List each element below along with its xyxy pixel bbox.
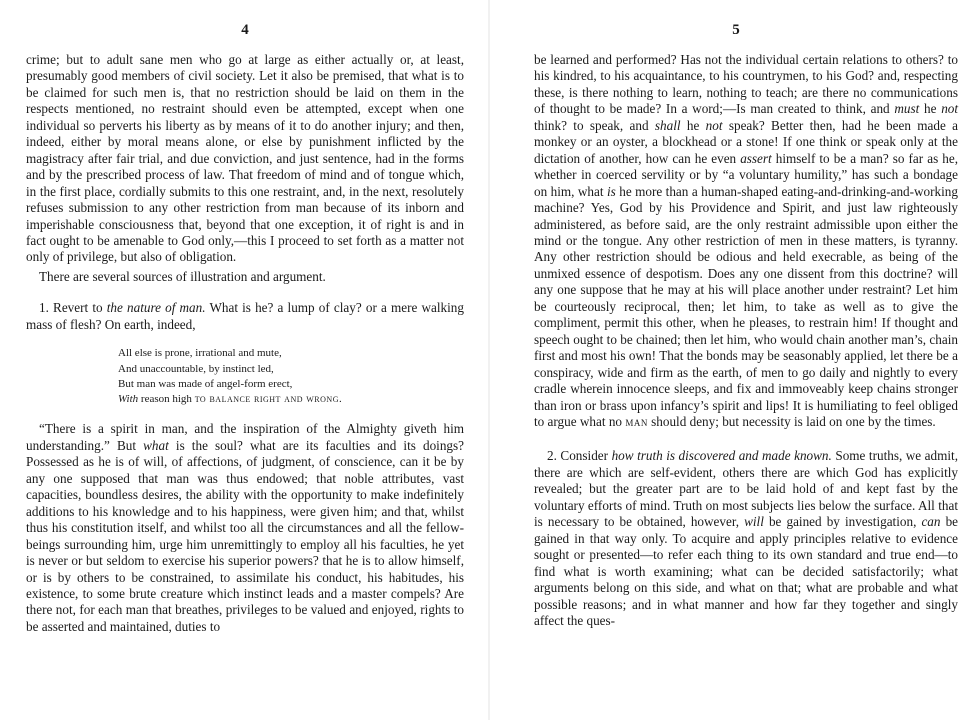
verse-line-4-text: reason high — [140, 393, 192, 406]
left-paragraph-3-b: is the soul? what are its faculties and its doings? Possessed as he is of will, of affections, of judgment, of conscience, can it be by any one supposed that man was thus endowed; that noble attributes, vast capacities, boundless desires, the ability with the opportunity to make indefinitely additions to his knowledge and to his happiness, were given him; and that, whilst thus his constitution itself, and whilst too all the circumstances and all the fellow-beings surrounding him, urge him unremittingly to employ all his faculties, he yet is never or but seldom to exercise his superior powers? that he is to allow himself, or is by others to be constrained, to assimilate his conduct, his habitudes, his existence, to some brute creature which instinct leads and a master compels? Are there not, for each man that breathes, privileges to be valued and enjoyed, rights to be asserted and maintained, duties to — [26, 437, 464, 634]
left-paragraph-3-what: what — [143, 437, 169, 453]
verse-quote — [118, 346, 464, 407]
left-paragraph-3 — [26, 421, 464, 635]
verse-line-1: All else is prone, irrational and mute, — [118, 347, 282, 360]
left-paragraph-1: crime; but to adult sane men who go at large as either actually or, at least, presumably good members of civil society. Let it also be premised, that what is to be claimed for such men is, that no restriction should be laid on them in the respects mentioned, no restraint should even be attempted, except when one individual so perverts his liberty as by means of it to do another injury; and then, indeed, either by moral means alone, or else by punishment inflicted by the magistracy after fair trial, and due conviction, and just sentence, had in the forms and by the prescribed process of law. That freedom of mind and of tongue which, in the first place, cordially submits to this one restraint, and, in the next, resolutely refuses submission to any other restriction from man because of its inborn and imperishable consciousness that, beyond that one exception, it of right is and in fact ought to be amenable to God only,—this I proceed to set forth as a matter not only of privilege, but also of obligation. — [26, 52, 464, 265]
verse-line-3: But man was made of angel-form erect, — [118, 377, 293, 390]
section-1-paragraph — [26, 300, 464, 333]
s2-will: will — [744, 514, 764, 530]
right-page — [490, 0, 980, 720]
rp1-d: he — [686, 117, 700, 133]
verse-line-4-caps: to balance right and wrong. — [194, 393, 343, 406]
rp1-c: think? to speak, and — [534, 117, 649, 133]
rp1-a: be learned and performed? Has not the individual certain relations to others? to his kindred, to his acquaintance, to his countrymen, to his God? and, respecting these, is there nothing to learn, nothing to teach; are there no communications of thought to be made? In a word;—Is man created to think, and — [534, 52, 958, 117]
rp1-g: he more than a human-shaped eating-and-drinking-and-working machine? Yes, God by his Providence and Spirit, and just law righteously administered, as before said, are the only restraint admissible upon either the mind or the tongue. Any other restriction of men in these matters, is tyranny. Any other restriction should be odious and held execrable, as being of the unmixed essence of despotism. Does any one dissent from this doctrine? will any one suppose that he may at his will place another under restraint? Let him be courteously reciprocal, then; let him, to take as well as to give the compliment, permit this other, when he pleases, to restrain him! If thought and speech ought to be chained; then let him, who would chain another man’s, chain first and most his own! That the bonds may be seasonably applied, let there be a conspiracy, wide and firm as the earth, of men to go daily and nightly to every cradle wherein innocence sleeps, and fix and immoveably keep chains stronger than iron or brass upon infancy’s spirit and lips! It is humiliating to feel obliged to argue what no — [534, 183, 958, 429]
rp1-not-2: not — [705, 117, 723, 133]
section-1-text: What is he? a lump of clay? or a mere walking mass of flesh? On earth, indeed, — [26, 300, 464, 332]
section-2-title: how truth is discovered and made known. — [611, 448, 832, 464]
s2-can: can — [921, 514, 941, 530]
rp1-e: speak? Better then, had he been made a monkey or an oyster, a blockhead or a stone! If one think or speak only at the dictation of another, how can he even — [534, 117, 959, 166]
rp1-f: himself to be a man? so far as he, whether in coerced servility or by “a voluntary humility,” has such a bondage on him, what — [534, 150, 959, 199]
rp1-is: is — [606, 183, 616, 199]
rp1-not-1: not — [941, 101, 959, 117]
rp1-b: he — [924, 101, 937, 117]
section-1-number: 1. Revert to — [39, 300, 103, 316]
verse-line-4 — [118, 392, 464, 407]
rp1-h: should deny; but necessity is laid on one by the times. — [651, 413, 936, 429]
rp1-assert: assert — [740, 150, 772, 166]
rp1-shall: shall — [654, 117, 681, 133]
right-paragraph-1 — [534, 52, 958, 430]
section-2-paragraph — [534, 448, 958, 629]
s2-b: be gained by investigation, — [768, 514, 917, 530]
s2-a: Some truths, we admit, there are which are self-evident, others there are which God has explicitly revealed; but the greater part are to be laid hold of and kept fast by the voluntary efforts of mind. Truth on most subjects lies below the surface. All that is necessary to be obtained, however, — [534, 448, 959, 530]
left-paragraph-2: There are several sources of illustration and argument. — [39, 268, 326, 284]
verse-line-2: And unaccountable, by instinct led, — [118, 362, 274, 375]
section-2-number: 2. Consider — [547, 448, 609, 464]
section-1-title: the nature of man. — [106, 300, 206, 316]
s2-c: be gained in that way only. To acquire and apply principles relative to evidence sought or presented—to refer each thing to its own standard and true end—to find what is worth examining; what can be decided satisfactorily; what arguments belong on this side, and what on that; what are probable and what possible reasons; and in what manner and how far they together and singly affect the ques- — [534, 514, 959, 628]
page-number-right: 5 — [732, 22, 740, 38]
left-paragraph-3-a: “There is a spirit in man, and the inspiration of the Almighty giveth him understanding.” But — [26, 421, 464, 453]
page-number-left: 4 — [241, 22, 249, 38]
verse-line-4-italic: With — [118, 393, 139, 406]
rp1-man: man — [625, 413, 648, 429]
rp1-must: must — [894, 101, 920, 117]
